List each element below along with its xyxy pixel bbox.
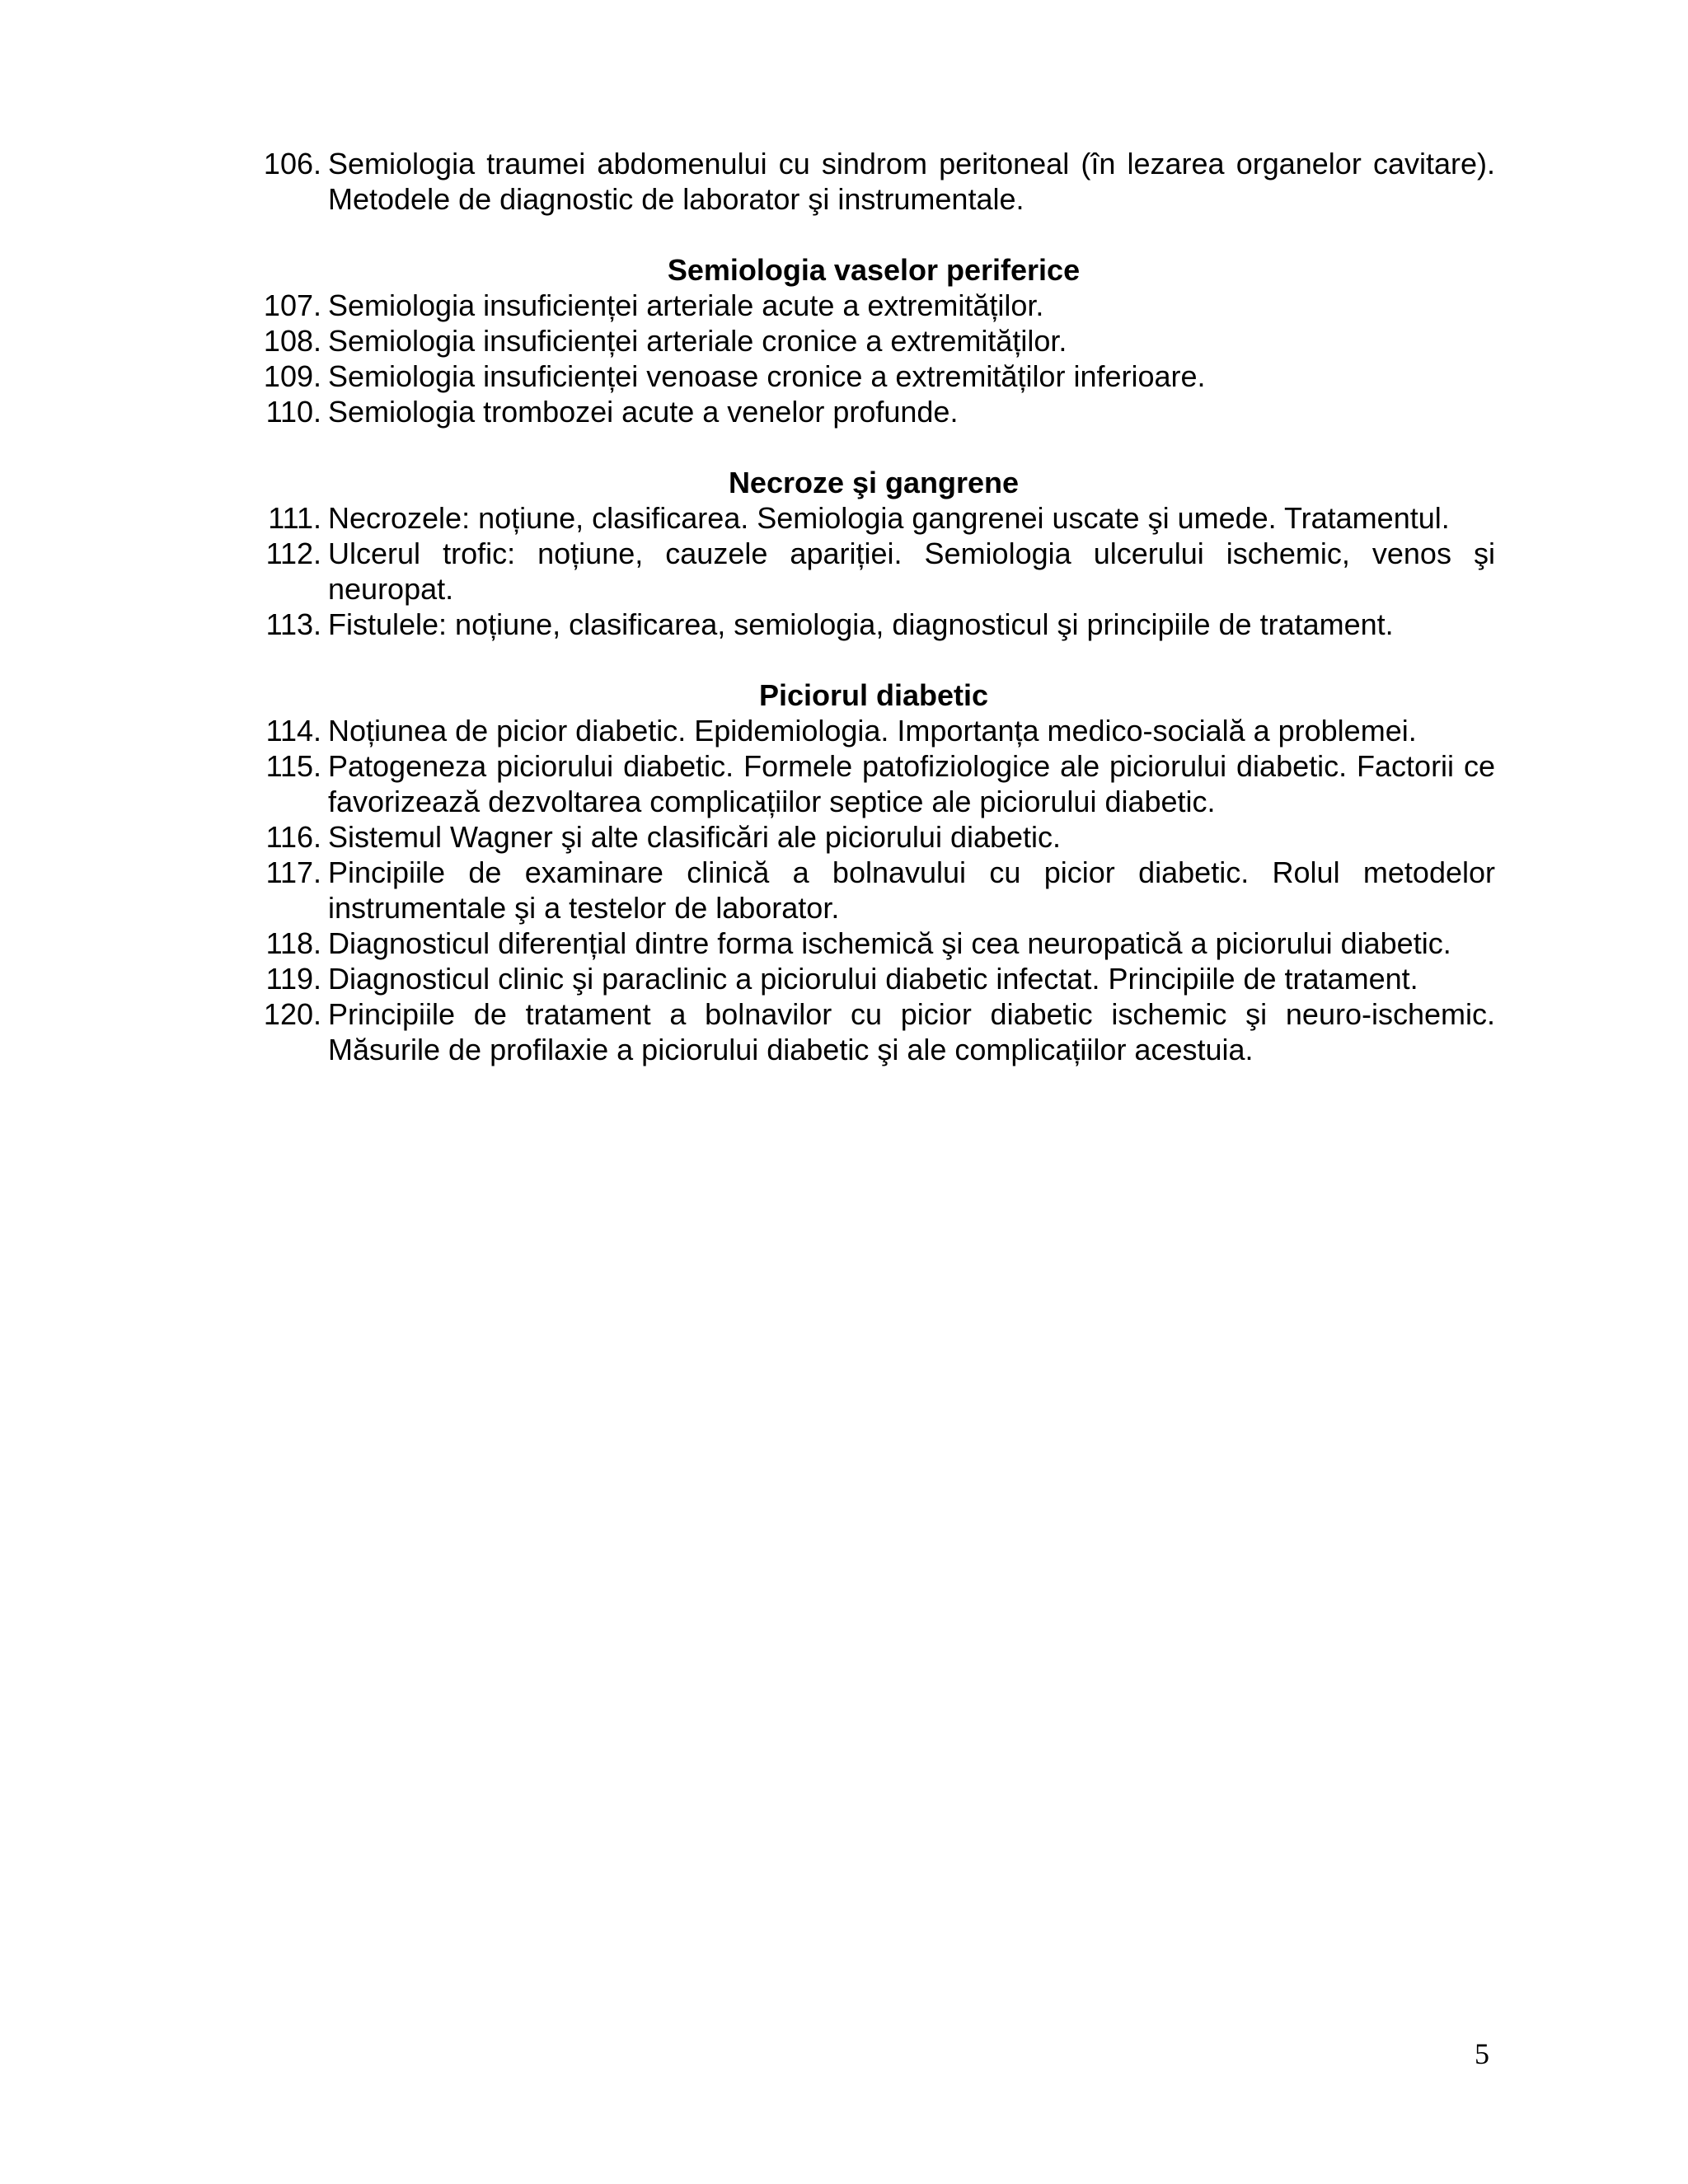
list-item bbox=[252, 359, 1495, 394]
item-number: 114. bbox=[265, 714, 321, 748]
item-text: Principiile de tratament a bolnavilor cu picior diabetic ischemic şi neuro-ischemic. Măsurile de profilaxie a piciorului diabetic şi ale complicațiilor acestuia. bbox=[328, 997, 1495, 1066]
item-text: Semiologia traumei abdomenului cu sindrom peritoneal (în lezarea organelor cavitare). Metodele de diagnostic de laborator şi instrumentale. bbox=[328, 147, 1495, 216]
item-number: 118. bbox=[265, 926, 321, 960]
page-content bbox=[252, 146, 1495, 1067]
item-number: 107. bbox=[263, 288, 321, 322]
item-number: 115. bbox=[265, 749, 321, 783]
list-item bbox=[252, 394, 1495, 429]
item-number: 116. bbox=[265, 820, 321, 854]
item-number: 119. bbox=[265, 962, 321, 996]
item-text: Semiologia trombozei acute a venelor profunde. bbox=[328, 395, 959, 429]
item-text: Sistemul Wagner şi alte clasificări ale piciorului diabetic. bbox=[328, 820, 1062, 854]
list-item bbox=[252, 996, 1495, 1067]
item-text: Necrozele: noțiune, clasificarea. Semiologia gangrenei uscate şi umede. Tratamentul. bbox=[328, 501, 1450, 535]
item-number: 106. bbox=[263, 147, 321, 180]
list-item bbox=[252, 500, 1495, 536]
item-number: 120. bbox=[263, 997, 321, 1031]
list-item bbox=[252, 536, 1495, 607]
list-item bbox=[252, 855, 1495, 926]
item-text: Semiologia insuficienței venoase cronice a extremităților inferioare. bbox=[328, 359, 1206, 393]
item-text: Pincipiile de examinare clinică a bolnavului cu picior diabetic. Rolul metodelor instrumentale şi a testelor de laborator. bbox=[328, 855, 1495, 925]
item-number: 108. bbox=[263, 324, 321, 358]
item-number: 117. bbox=[265, 855, 321, 889]
list-item bbox=[252, 819, 1495, 855]
list-item bbox=[252, 288, 1495, 323]
item-text: Semiologia insuficienței arteriale acute a extremităților. bbox=[328, 288, 1044, 322]
item-number: 113. bbox=[265, 607, 321, 641]
item-text: Ulcerul trofic: noțiune, cauzele apariției. Semiologia ulcerului ischemic, venos şi neuropat. bbox=[328, 537, 1495, 606]
item-number: 110. bbox=[265, 395, 321, 429]
list-item bbox=[252, 607, 1495, 642]
item-text: Diagnosticul clinic şi paraclinic a piciorului diabetic infectat. Principiile de tratament. bbox=[328, 962, 1418, 996]
section-heading: Necroze şi gangrene bbox=[728, 466, 1020, 499]
item-text: Fistulele: noțiune, clasificarea, semiologia, diagnosticul şi principiile de tratament. bbox=[328, 607, 1394, 641]
page-number: 5 bbox=[1475, 2037, 1489, 2070]
item-text: Patogeneza piciorului diabetic. Formele patofiziologice ale piciorului diabetic. Factorii ce favorizează dezvoltarea complicațiilor septice ale piciorului diabetic. bbox=[328, 749, 1495, 818]
item-number: 112. bbox=[265, 537, 321, 570]
item-number: 109. bbox=[263, 359, 321, 393]
list-item bbox=[252, 323, 1495, 359]
item-text: Semiologia insuficienței arteriale cronice a extremităților. bbox=[328, 324, 1067, 358]
list-item bbox=[252, 926, 1495, 961]
list-item bbox=[252, 748, 1495, 819]
list-item bbox=[252, 961, 1495, 996]
section-heading: Semiologia vaselor periferice bbox=[667, 253, 1081, 287]
list-item bbox=[252, 146, 1495, 217]
list-item bbox=[252, 713, 1495, 748]
item-text: Noțiunea de picior diabetic. Epidemiologia. Importanța medico-socială a problemei. bbox=[328, 714, 1417, 748]
item-text: Diagnosticul diferențial dintre forma ischemică şi cea neuropatică a piciorului diabetic. bbox=[328, 926, 1451, 960]
item-number: 111. bbox=[268, 501, 321, 535]
section-heading: Piciorul diabetic bbox=[758, 678, 989, 712]
